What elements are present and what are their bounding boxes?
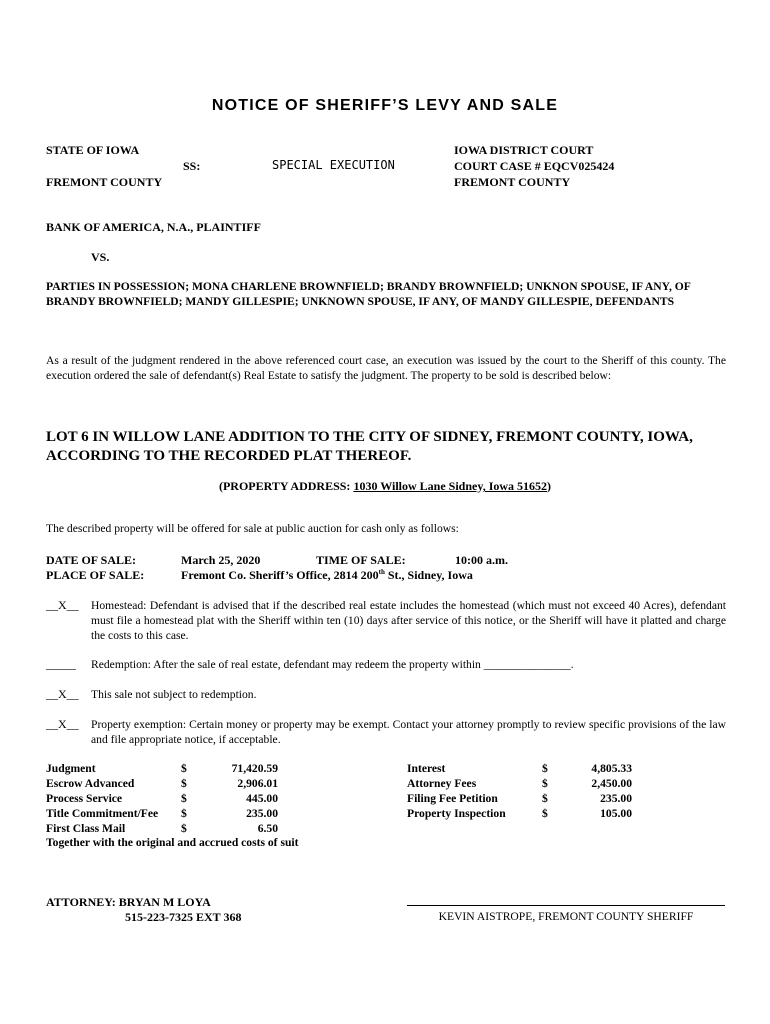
fees-left-table bbox=[46, 761, 278, 836]
redemption-text: Redemption: After the sale of real estate, defendant may redeem the property within _______________. bbox=[91, 658, 574, 671]
county-left-label: FREMONT COUNTY bbox=[46, 175, 163, 189]
property-address-line bbox=[0, 479, 770, 494]
ss-label: SS: bbox=[183, 159, 201, 173]
exemption-text: Property exemption: Certain money or property may be exempt. Contact your attorney promptly to review specific provisions of the law and file appropriate notice, if acceptable. bbox=[91, 718, 726, 746]
homestead-text: Homestead: Defendant is advised that if the described real estate includes the homestead (which must not exceed 40 Acres), defendant must file a homestead plat with the Sheriff within ten (10) days after service of this notice, or the Sheriff will have it platted and charge the costs to this case. bbox=[91, 599, 726, 642]
fees-right-table bbox=[407, 761, 632, 821]
fee-row: Title Commitment/Fee $ 235.00 bbox=[46, 807, 278, 820]
intro-paragraph: As a result of the judgment rendered in the above referenced court case, an execution was issued by the court to the Sheriff of this county. The execution ordered the sale of defendant(s) Real Estate to satisfy the judgment. The property to be sold is described below: bbox=[46, 354, 726, 382]
redemption-mark: _____ bbox=[46, 657, 76, 671]
date-of-sale-label: DATE OF SALE: bbox=[46, 553, 137, 567]
fee-row: First Class Mail $ 6.50 bbox=[46, 822, 278, 835]
fee-row: Property Inspection $ 105.00 bbox=[407, 807, 632, 820]
property-address: 1030 Willow Lane Sidney, Iowa 51652 bbox=[353, 479, 548, 493]
attorney-phone: 515-223-7325 EXT 368 bbox=[125, 910, 242, 924]
time-of-sale: 10:00 a.m. bbox=[455, 553, 508, 567]
auction-text: The described property will be offered for sale at public auction for cash only as follows: bbox=[46, 522, 459, 535]
date-of-sale: March 25, 2020 bbox=[181, 553, 261, 567]
address-prefix: (PROPERTY ADDRESS: bbox=[218, 479, 351, 493]
legal-description: LOT 6 IN WILLOW LANE ADDITION TO THE CITY OF SIDNEY, FREMONT COUNTY, IOWA, ACCORDING TO THE RECORDED PLAT THEREOF. bbox=[46, 429, 693, 464]
fee-row: Judgment $ 71,420.59 bbox=[46, 762, 278, 775]
no-redemption-mark: __X__ bbox=[46, 687, 79, 701]
document-title: NOTICE OF SHERIFF’S LEVY AND SALE bbox=[211, 97, 559, 114]
signature-line bbox=[407, 905, 725, 906]
sheriff-name: KEVIN AISTROPE, FREMONT COUNTY SHERIFF bbox=[438, 910, 694, 923]
versus: VS. bbox=[91, 250, 110, 264]
defendants: PARTIES IN POSSESSION; MONA CHARLENE BROWNFIELD; BRANDY BROWNFIELD; UNKNON SPOUSE, IF ANY, OF BRANDY BROWNFIELD; MANDY GILLESPIE; UNKNOWN SPOUSE, IF ANY, OF MANDY GILLESPIE, DEFENDANTS bbox=[46, 280, 691, 308]
homestead-mark: __X__ bbox=[46, 598, 79, 612]
address-suffix: ) bbox=[547, 479, 552, 493]
place-of-sale: Fremont Co. Sheriff’s Office, 2814 200th St., Sidney, Iowa bbox=[181, 568, 473, 582]
court-name: IOWA DISTRICT COURT bbox=[454, 143, 594, 157]
fee-row: Interest $ 4,805.33 bbox=[407, 762, 632, 775]
no-redemption-text: This sale not subject to redemption. bbox=[91, 688, 257, 701]
execution-type: SPECIAL EXECUTION bbox=[272, 158, 395, 172]
fee-row: Attorney Fees $ 2,450.00 bbox=[407, 777, 632, 790]
county-right-label: FREMONT COUNTY bbox=[454, 175, 571, 189]
fee-row: Escrow Advanced $ 2,906.01 bbox=[46, 777, 278, 790]
place-of-sale-label: PLACE OF SALE: bbox=[46, 568, 145, 582]
fee-row: Process Service $ 445.00 bbox=[46, 792, 278, 805]
exemption-mark: __X__ bbox=[46, 717, 79, 731]
state-label: STATE OF IOWA bbox=[46, 143, 140, 157]
case-number: COURT CASE # EQCV025424 bbox=[454, 159, 615, 173]
time-of-sale-label: TIME OF SALE: bbox=[316, 553, 406, 567]
fee-row: Filing Fee Petition $ 235.00 bbox=[407, 792, 632, 805]
attorney-label: ATTORNEY: BRYAN M LOYA bbox=[46, 895, 211, 909]
costs-note: Together with the original and accrued costs of suit bbox=[46, 836, 299, 849]
plaintiff: BANK OF AMERICA, N.A., PLAINTIFF bbox=[46, 220, 261, 234]
